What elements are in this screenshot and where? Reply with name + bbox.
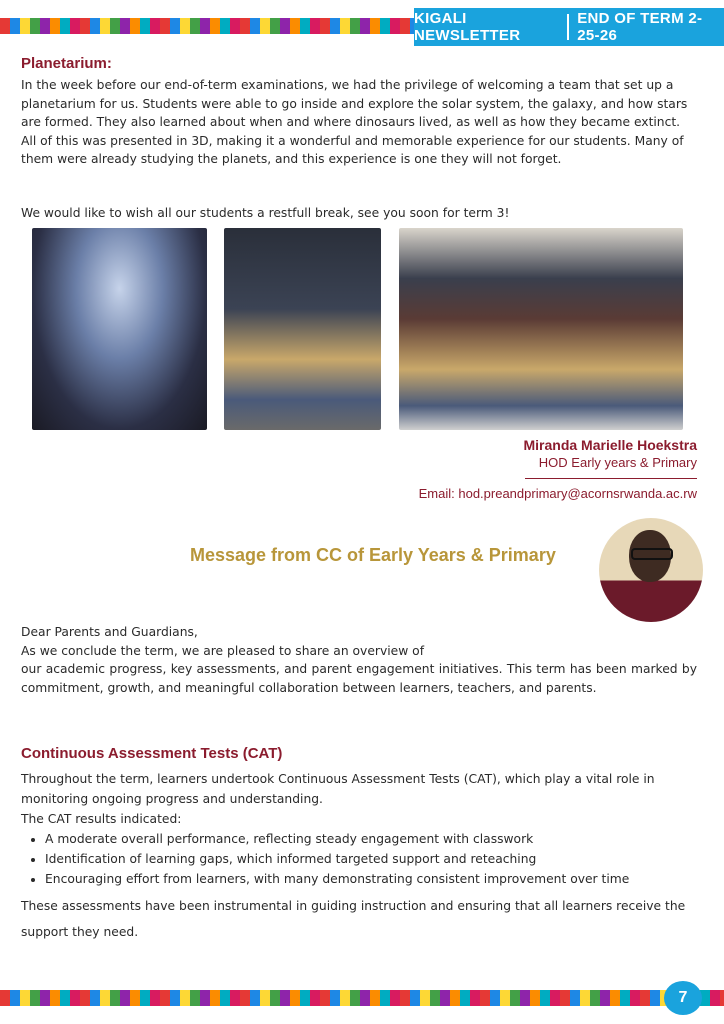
bottom-decorative-stripe (0, 990, 724, 1006)
cat-intro: Throughout the term, learners undertook Continuous Assessment Tests (CAT), which play a vital role in monitoring ongoing progress and understanding. (21, 772, 655, 806)
cat-body (21, 769, 697, 945)
planetarium-body (21, 76, 697, 169)
planetarium-paragraph-1: In the week before our end-of-term examinations, we had the privilege of welcoming a team that set up a planetarium for us. Students were able to go inside and explore the solar system, the galaxy, and how stars are formed. They also learned about when and where dinosaurs lived, as well as how they became extinct. (21, 78, 688, 129)
page-number: 7 (664, 981, 702, 1015)
planetarium-closing: We would like to wish all our students a restfull break, see you soon for term 3! (21, 206, 510, 220)
signature-line (525, 478, 697, 479)
cat-result-item: • Identification of learning gaps, which informed targeted support and reteaching (45, 849, 697, 869)
header-divider (567, 14, 569, 40)
newsletter-name: KIGALI NEWSLETTER (414, 10, 521, 44)
message-intro-line-1: As we conclude the term, we are pleased to share an overview of (21, 643, 425, 658)
planetarium-heading: Planetarium: (21, 55, 112, 72)
cat-heading: Continuous Assessment Tests (CAT) (21, 745, 283, 762)
term-label: END OF TERM 2-25-26 (577, 10, 703, 44)
top-decorative-stripe (0, 18, 420, 34)
students-group-photo-2 (399, 228, 683, 430)
cat-result-item: • A moderate overall performance, reflecting steady engagement with classwork (45, 829, 697, 849)
signature-block (419, 436, 697, 503)
planetarium-interior-photo (32, 228, 207, 430)
cat-closing: These assessments have been instrumental in guiding instruction and ensuring that all learners receive the support they need. (21, 899, 686, 939)
message-intro-line-2: our academic progress, key assessments, and parent engagement initiatives. This term has been marked by commitment, growth, and meaningful collaboration between learners, teachers, and parents. (21, 662, 697, 695)
cat-results-label: The CAT results indicated: (21, 812, 182, 826)
coordinator-portrait (599, 518, 703, 622)
message-greeting: Dear Parents and Guardians, (21, 625, 198, 639)
glasses-icon (631, 548, 673, 560)
message-body (21, 623, 697, 697)
signature-name: Miranda Marielle Hoekstra (523, 437, 697, 453)
cat-result-item: • Encouraging effort from learners, with many demonstrating consistent improvement over time (45, 869, 697, 889)
newsletter-header (414, 8, 724, 46)
message-heading: Message from CC of Early Years & Primary (190, 545, 556, 565)
planetarium-paragraph-2: All of this was presented in 3D, making it a wonderful and memorable experience for our students. Many of them were already studying the planets, and this experience is one they will not forget. (21, 133, 684, 166)
cat-results-list (21, 829, 697, 889)
signature-email: Email: hod.preandprimary@acornsrwanda.ac.rw (418, 486, 697, 501)
signature-role: HOD Early years & Primary (538, 455, 697, 470)
students-group-photo-1 (224, 228, 381, 430)
